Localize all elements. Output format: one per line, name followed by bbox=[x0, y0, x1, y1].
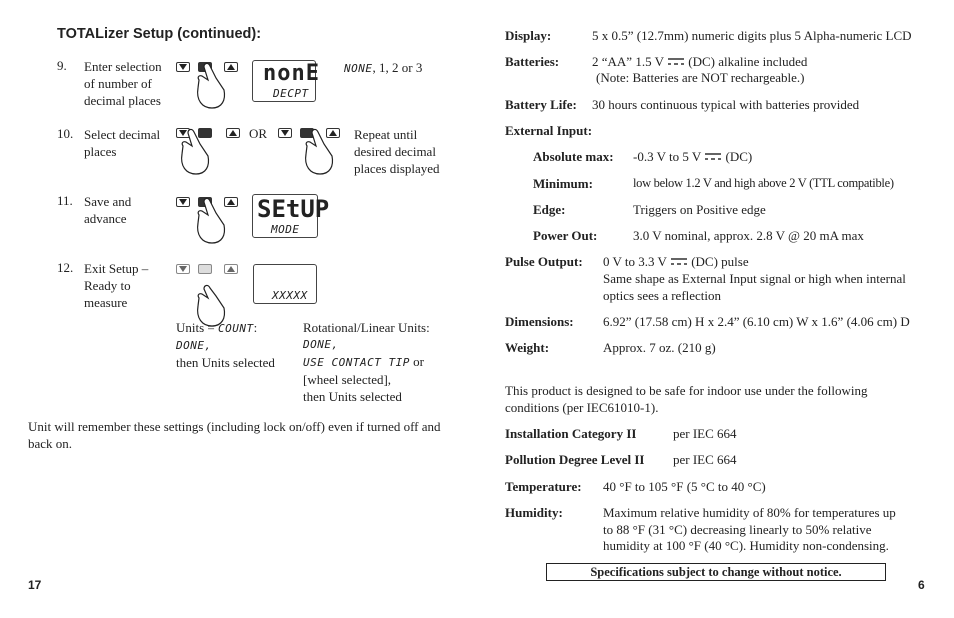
up-button-icon bbox=[224, 264, 238, 274]
display-value: 5 x 0.5” (12.7mm) numeric digits plus 5 Alpha-numeric LCD bbox=[592, 28, 912, 43]
step-11-text: Save and advance bbox=[84, 194, 132, 226]
absolute-max-value: -0.3 V to 5 V (DC) bbox=[633, 149, 753, 164]
power-out-value: 3.0 V nominal, approx. 2.8 V @ 20 mA max bbox=[633, 228, 864, 243]
humidity-line1: Maximum relative humidity of 80% for temperatures up bbox=[603, 505, 896, 520]
pressing-finger-icon bbox=[192, 60, 232, 110]
temperature-value: 40 °F to 105 °F (5 °C to 40 °C) bbox=[603, 479, 766, 494]
lcd-display-blank bbox=[253, 264, 317, 304]
down-button-icon bbox=[176, 62, 190, 72]
pulse-output-label: Pulse Output: bbox=[505, 254, 583, 269]
installation-label: Installation Category II bbox=[505, 426, 637, 441]
pulse-output-line2: Same shape as External Input signal or high when internal bbox=[603, 271, 906, 286]
dimensions-label: Dimensions: bbox=[505, 314, 574, 329]
step-11-number: 11. bbox=[57, 193, 73, 208]
pressing-finger-icon bbox=[192, 195, 232, 245]
step-9-number: 9. bbox=[57, 58, 67, 73]
humidity-label: Humidity: bbox=[505, 505, 563, 520]
or-text: OR bbox=[249, 126, 268, 141]
external-input-label: External Input: bbox=[505, 123, 593, 138]
units-rotational-block: Rotational/Linear Units: DONE, USE CONTACT TIP or [wheel selected], then Units selected bbox=[303, 320, 430, 404]
down-button-icon bbox=[176, 264, 190, 274]
specifications-notice: Specifications subject to change without notice. bbox=[546, 563, 886, 581]
down-button-icon bbox=[278, 128, 292, 138]
units-count-block: Units = COUNT: DONE, then Units selected bbox=[176, 320, 275, 370]
lcd-main-text: SEtUP bbox=[257, 195, 330, 223]
dc-symbol-icon bbox=[670, 257, 688, 266]
weight-label: Weight: bbox=[505, 340, 550, 355]
pulse-output-line3: optics sees a reflection bbox=[603, 288, 722, 303]
humidity-line3: humidity at 100 °F (40 °C). Humidity non-condensing. bbox=[603, 538, 889, 553]
lcd-main-text: nonE bbox=[263, 61, 320, 86]
absolute-max-label: Absolute max: bbox=[533, 149, 614, 164]
page-number-left: 17 bbox=[28, 578, 42, 592]
step-9-options: NONE, 1, 2 or 3 bbox=[344, 60, 423, 75]
lcd-display-nonE bbox=[252, 60, 320, 102]
pollution-label: Pollution Degree Level II bbox=[505, 452, 645, 467]
installation-value: per IEC 664 bbox=[673, 426, 737, 441]
lcd-sub-text: MODE bbox=[271, 223, 300, 236]
display-label: Display: bbox=[505, 28, 552, 43]
lcd-sub-text: XXXXX bbox=[272, 289, 308, 302]
batteries-value: 2 “AA” 1.5 V (DC) alkaline included bbox=[592, 54, 808, 69]
enter-button-icon bbox=[198, 264, 212, 274]
step-10-number: 10. bbox=[57, 126, 74, 141]
battery-life-label: Battery Life: bbox=[505, 97, 577, 112]
weight-value: Approx. 7 oz. (210 g) bbox=[603, 340, 716, 355]
page-number-right: 6 bbox=[918, 578, 925, 592]
batteries-note: (Note: Batteries are NOT rechargeable.) bbox=[596, 70, 805, 85]
dimensions-value: 6.92” (17.58 cm) H x 2.4” (6.10 cm) W x 1.6” (4.06 cm) D bbox=[603, 314, 910, 329]
edge-value: Triggers on Positive edge bbox=[633, 202, 766, 217]
pulse-output-value: 0 V to 3.3 V (DC) pulse bbox=[603, 254, 749, 269]
safety-line2: conditions (per IEC61010-1). bbox=[505, 400, 659, 415]
batteries-label: Batteries: bbox=[505, 54, 560, 69]
pressing-finger-icon bbox=[176, 126, 216, 176]
section-title: TOTALizer Setup (continued): bbox=[57, 26, 262, 42]
step-10-note: Repeat until desired decimal places displayed bbox=[354, 127, 440, 176]
temperature-label: Temperature: bbox=[505, 479, 582, 494]
edge-label: Edge: bbox=[533, 202, 566, 217]
power-out-label: Power Out: bbox=[533, 228, 598, 243]
step-10-text: Select decimal places bbox=[84, 127, 161, 159]
lcd-sub-text: DECPT bbox=[273, 87, 309, 100]
dc-symbol-icon bbox=[704, 152, 722, 161]
down-button-icon bbox=[176, 197, 190, 207]
humidity-line2: to 88 °F (31 °C) decreasing linearly to 50% relative bbox=[603, 522, 872, 537]
minimum-label: Minimum: bbox=[533, 176, 593, 191]
remember-settings-note: Unit will remember these settings (including lock on/off) even if turned off and back on. bbox=[28, 419, 441, 451]
pressing-finger-icon bbox=[300, 126, 340, 176]
battery-life-value: 30 hours continuous typical with batteries provided bbox=[592, 97, 860, 112]
step-12-number: 12. bbox=[57, 260, 74, 275]
step-12-text: Exit Setup – Ready to measure bbox=[84, 261, 149, 310]
pollution-value: per IEC 664 bbox=[673, 452, 737, 467]
lcd-display-setup bbox=[252, 194, 330, 238]
up-button-icon bbox=[226, 128, 240, 138]
step-9-text: Enter selection of number of decimal places bbox=[84, 59, 162, 108]
minimum-value: low below 1.2 V and high above 2 V (TTL compatible) bbox=[633, 176, 894, 190]
safety-line1: This product is designed to be safe for indoor use under the following bbox=[505, 383, 868, 398]
dc-symbol-icon bbox=[667, 57, 685, 66]
